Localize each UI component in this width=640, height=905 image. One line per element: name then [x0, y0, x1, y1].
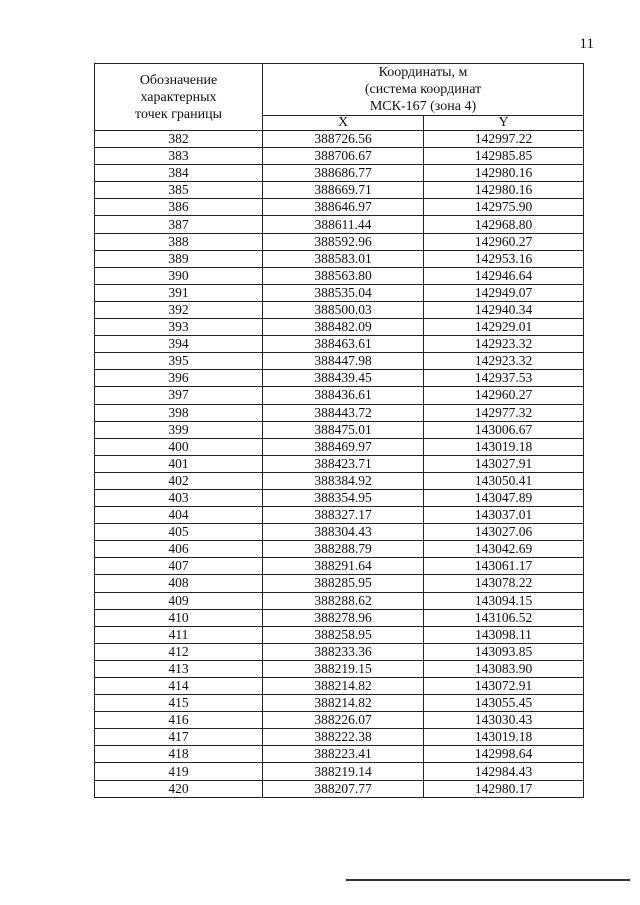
y-coordinate-cell: 143019.18 — [424, 438, 584, 455]
point-number-cell: 397 — [95, 387, 263, 404]
y-coordinate-cell: 142960.27 — [424, 233, 584, 250]
point-number-cell: 394 — [95, 336, 263, 353]
y-coordinate-cell: 143055.45 — [424, 695, 584, 712]
y-coordinate-cell: 142997.22 — [424, 131, 584, 148]
table-row — [95, 660, 584, 677]
table-row — [95, 746, 584, 763]
table-row — [95, 609, 584, 626]
point-number-cell: 396 — [95, 370, 263, 387]
y-coordinate-cell: 143027.91 — [424, 455, 584, 472]
coords-header-line: (система координат — [364, 82, 482, 97]
x-coordinate-cell: 388222.38 — [263, 729, 424, 746]
y-coordinate-cell: 143030.43 — [424, 712, 584, 729]
table-row — [95, 404, 584, 421]
x-coordinate-cell: 388423.71 — [263, 455, 424, 472]
y-coordinate-cell: 142923.32 — [424, 353, 584, 370]
x-coordinate-cell: 388219.14 — [263, 763, 424, 780]
x-coordinate-cell: 388288.79 — [263, 541, 424, 558]
point-number-cell: 404 — [95, 507, 263, 524]
x-coordinate-cell: 388447.98 — [263, 353, 424, 370]
x-coordinate-cell: 388219.15 — [263, 660, 424, 677]
x-coordinate-cell: 388258.95 — [263, 626, 424, 643]
y-coordinate-cell: 143006.67 — [424, 421, 584, 438]
y-coordinate-cell: 143047.89 — [424, 489, 584, 506]
point-number-cell: 411 — [95, 626, 263, 643]
point-number-cell: 384 — [95, 165, 263, 182]
x-coordinate-cell: 388592.96 — [263, 233, 424, 250]
x-coordinate-cell: 388223.41 — [263, 746, 424, 763]
table-row — [95, 233, 584, 250]
table-row — [95, 267, 584, 284]
x-coordinate-cell: 388291.64 — [263, 558, 424, 575]
y-coordinate-cell: 143050.41 — [424, 472, 584, 489]
table-row — [95, 336, 584, 353]
point-number-cell: 406 — [95, 541, 263, 558]
x-coordinate-cell: 388611.44 — [263, 216, 424, 233]
point-number-cell: 413 — [95, 660, 263, 677]
point-number-cell: 408 — [95, 575, 263, 592]
y-coordinate-cell: 143019.18 — [424, 729, 584, 746]
point-number-cell: 415 — [95, 695, 263, 712]
table-row — [95, 729, 584, 746]
table-row — [95, 250, 584, 267]
y-coordinate-cell: 142980.16 — [424, 182, 584, 199]
table-row — [95, 131, 584, 148]
x-coordinate-cell: 388463.61 — [263, 336, 424, 353]
x-coordinate-cell: 388327.17 — [263, 507, 424, 524]
table-row — [95, 678, 584, 695]
table-row — [95, 199, 584, 216]
y-coordinate-cell: 142980.17 — [424, 780, 584, 797]
point-number-cell: 401 — [95, 455, 263, 472]
y-column-header: Y — [424, 116, 584, 131]
coords-header-line: МСК-167 (зона 4) — [369, 99, 477, 114]
point-designation-header — [95, 64, 263, 131]
x-coordinate-cell: 388439.45 — [263, 370, 424, 387]
y-coordinate-cell: 142975.90 — [424, 199, 584, 216]
table-row — [95, 455, 584, 472]
table-row — [95, 387, 584, 404]
point-header-line: Обозначение — [139, 72, 218, 88]
point-number-cell: 387 — [95, 216, 263, 233]
point-number-cell: 416 — [95, 712, 263, 729]
point-number-cell: 420 — [95, 780, 263, 797]
point-header-line: точек границы — [135, 106, 222, 122]
y-coordinate-cell: 142923.32 — [424, 336, 584, 353]
table-row — [95, 541, 584, 558]
table-row — [95, 780, 584, 797]
x-coordinate-cell: 388443.72 — [263, 404, 424, 421]
y-coordinate-cell: 142940.34 — [424, 301, 584, 318]
y-coordinate-cell: 143093.85 — [424, 643, 584, 660]
y-coordinate-cell: 142949.07 — [424, 284, 584, 301]
y-coordinate-cell: 142929.01 — [424, 319, 584, 336]
point-number-cell: 419 — [95, 763, 263, 780]
y-coordinate-cell: 142953.16 — [424, 250, 584, 267]
x-coordinate-cell: 388535.04 — [263, 284, 424, 301]
x-coordinate-cell: 388436.61 — [263, 387, 424, 404]
point-header-line: характерных — [140, 89, 217, 105]
table-row — [95, 165, 584, 182]
y-coordinate-cell: 142977.32 — [424, 404, 584, 421]
y-coordinate-cell: 143061.17 — [424, 558, 584, 575]
point-number-cell: 392 — [95, 301, 263, 318]
x-column-header: X — [263, 116, 424, 131]
x-coordinate-cell: 388233.36 — [263, 643, 424, 660]
x-coordinate-cell: 388288.62 — [263, 592, 424, 609]
point-number-cell: 405 — [95, 524, 263, 541]
x-coordinate-cell: 388500.03 — [263, 301, 424, 318]
table-row — [95, 592, 584, 609]
y-coordinate-cell: 143083.90 — [424, 660, 584, 677]
y-coordinate-cell: 142968.80 — [424, 216, 584, 233]
y-coordinate-cell: 142937.53 — [424, 370, 584, 387]
coords-header-line: Координаты, м — [378, 65, 468, 80]
table-row — [95, 182, 584, 199]
point-number-cell: 407 — [95, 558, 263, 575]
point-number-cell: 409 — [95, 592, 263, 609]
table-row — [95, 489, 584, 506]
x-coordinate-cell: 388583.01 — [263, 250, 424, 267]
table-row — [95, 370, 584, 387]
table-row — [95, 148, 584, 165]
point-number-cell: 385 — [95, 182, 263, 199]
y-coordinate-cell: 143078.22 — [424, 575, 584, 592]
point-number-cell: 399 — [95, 421, 263, 438]
table-row — [95, 216, 584, 233]
bottom-rule — [346, 879, 630, 881]
point-number-cell: 382 — [95, 131, 263, 148]
point-number-cell: 412 — [95, 643, 263, 660]
y-coordinate-cell: 143042.69 — [424, 541, 584, 558]
table-row — [95, 695, 584, 712]
y-coordinate-cell: 143027.06 — [424, 524, 584, 541]
point-number-cell: 402 — [95, 472, 263, 489]
point-number-cell: 390 — [95, 267, 263, 284]
y-coordinate-cell: 142998.64 — [424, 746, 584, 763]
point-number-cell: 391 — [95, 284, 263, 301]
y-coordinate-cell: 143098.11 — [424, 626, 584, 643]
point-number-cell: 389 — [95, 250, 263, 267]
point-number-cell: 418 — [95, 746, 263, 763]
y-coordinate-cell: 143106.52 — [424, 609, 584, 626]
y-coordinate-cell: 142984.43 — [424, 763, 584, 780]
table-row — [95, 421, 584, 438]
table-row — [95, 301, 584, 318]
table-row — [95, 712, 584, 729]
x-coordinate-cell: 388686.77 — [263, 165, 424, 182]
x-coordinate-cell: 388207.77 — [263, 780, 424, 797]
point-number-cell: 398 — [95, 404, 263, 421]
table-row — [95, 763, 584, 780]
point-number-cell: 386 — [95, 199, 263, 216]
table-row — [95, 319, 584, 336]
table-row — [95, 575, 584, 592]
table-row — [95, 626, 584, 643]
x-coordinate-cell: 388475.01 — [263, 421, 424, 438]
table-row — [95, 284, 584, 301]
coordinates-table — [94, 63, 584, 798]
point-number-cell: 410 — [95, 609, 263, 626]
table-row — [95, 558, 584, 575]
point-number-cell: 388 — [95, 233, 263, 250]
x-coordinate-cell: 388469.97 — [263, 438, 424, 455]
table-row — [95, 524, 584, 541]
coordinates-group-header — [263, 64, 584, 116]
point-number-cell: 414 — [95, 678, 263, 695]
y-coordinate-cell: 143037.01 — [424, 507, 584, 524]
page-number: 11 — [579, 36, 594, 52]
table-row — [95, 438, 584, 455]
x-coordinate-cell: 388304.43 — [263, 524, 424, 541]
point-number-cell: 417 — [95, 729, 263, 746]
y-coordinate-cell: 142960.27 — [424, 387, 584, 404]
x-coordinate-cell: 388214.82 — [263, 678, 424, 695]
y-coordinate-cell: 142946.64 — [424, 267, 584, 284]
x-coordinate-cell: 388563.80 — [263, 267, 424, 284]
x-coordinate-cell: 388706.67 — [263, 148, 424, 165]
x-coordinate-cell: 388214.82 — [263, 695, 424, 712]
x-coordinate-cell: 388726.56 — [263, 131, 424, 148]
point-number-cell: 403 — [95, 489, 263, 506]
x-coordinate-cell: 388482.09 — [263, 319, 424, 336]
point-number-cell: 393 — [95, 319, 263, 336]
y-coordinate-cell: 143094.15 — [424, 592, 584, 609]
x-coordinate-cell: 388669.71 — [263, 182, 424, 199]
x-coordinate-cell: 388278.96 — [263, 609, 424, 626]
table-row — [95, 507, 584, 524]
y-coordinate-cell: 142980.16 — [424, 165, 584, 182]
y-coordinate-cell: 143072.91 — [424, 678, 584, 695]
x-coordinate-cell: 388285.95 — [263, 575, 424, 592]
x-coordinate-cell: 388646.97 — [263, 199, 424, 216]
point-number-cell: 395 — [95, 353, 263, 370]
table-row — [95, 353, 584, 370]
point-number-cell: 383 — [95, 148, 263, 165]
table-row — [95, 472, 584, 489]
table-row — [95, 643, 584, 660]
point-number-cell: 400 — [95, 438, 263, 455]
x-coordinate-cell: 388384.92 — [263, 472, 424, 489]
x-coordinate-cell: 388226.07 — [263, 712, 424, 729]
y-coordinate-cell: 142985.85 — [424, 148, 584, 165]
x-coordinate-cell: 388354.95 — [263, 489, 424, 506]
